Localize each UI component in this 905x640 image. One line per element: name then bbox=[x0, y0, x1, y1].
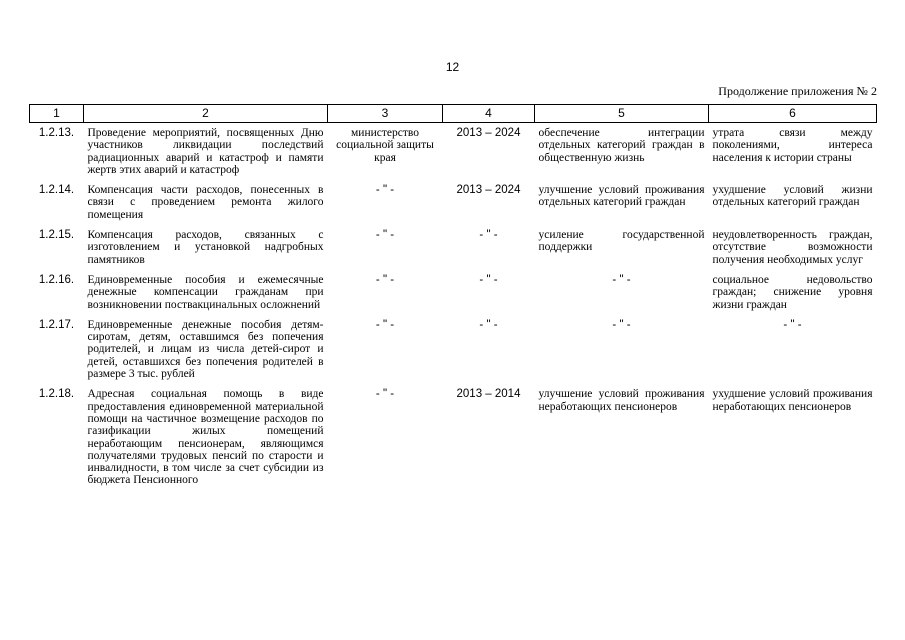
executor: - " - bbox=[375, 388, 395, 401]
table-row bbox=[30, 123, 877, 181]
table-row bbox=[30, 180, 877, 225]
page-number: 12 bbox=[445, 60, 460, 74]
column-header-6: 6 bbox=[709, 105, 877, 123]
period: 2013 – 2014 bbox=[456, 388, 521, 401]
expected-result: усиление государственной поддержки bbox=[538, 229, 705, 254]
event-name: Единовременные пособия и ежемесячные денежные компенсации гражданам при возникновении поствакцинальных осложнений bbox=[87, 273, 324, 311]
consequence: неудовлетворенность граждан, отсутствие возможности получения необходимых услуг bbox=[712, 229, 873, 266]
table-header-row bbox=[30, 105, 877, 123]
expected-result: улучшение условий проживания отдельных категорий граждан bbox=[538, 184, 705, 209]
period: - " - bbox=[479, 273, 498, 286]
row-number: 1.2.17. bbox=[38, 318, 75, 331]
period: 2013 – 2024 bbox=[456, 184, 521, 197]
table-row bbox=[30, 384, 877, 490]
appendix-continuation-label: Продолжение приложения № 2 bbox=[718, 84, 877, 98]
row-number: 1.2.15. bbox=[38, 229, 75, 242]
event-name: Компенсация расходов, связанных с изготовлением и установкой надгробных памятников bbox=[87, 229, 324, 266]
row-number: 1.2.18. bbox=[38, 388, 75, 401]
consequence: - " - bbox=[783, 318, 802, 331]
column-header-3: 3 bbox=[328, 105, 443, 123]
period: - " - bbox=[479, 318, 498, 331]
row-number: 1.2.14. bbox=[38, 184, 75, 197]
event-name: Компенсация части расходов, понесенных в связи с проведением ремонта жилого помещения bbox=[87, 184, 324, 221]
column-header-1: 1 bbox=[30, 105, 84, 123]
event-name: Единовременные денежные пособия детям-сиротам, детям, оставшимся без попечения родителей, и лицам из числа детей-сирот и детей, оставшихся без попечения родителей в размере 3 тыс. рублей bbox=[87, 318, 324, 381]
period: 2013 – 2024 bbox=[456, 127, 521, 139]
consequence: утрата связи между поколениями, интереса населения к истории страны bbox=[712, 127, 873, 164]
column-header-5: 5 bbox=[535, 105, 709, 123]
period: - " - bbox=[479, 229, 498, 242]
table-row bbox=[30, 225, 877, 270]
expected-result: - " - bbox=[612, 318, 631, 331]
expected-result: - " - bbox=[612, 273, 631, 286]
table-row bbox=[30, 270, 877, 315]
expected-result: улучшение условий проживания неработающих пенсионеров bbox=[538, 388, 705, 413]
measures-table bbox=[29, 104, 877, 491]
column-header-2: 2 bbox=[84, 105, 328, 123]
event-name: Адресная социальная помощь в виде предоставления единовременной материальной помощи на частичное возмещение расходов по газификации жилых помещений неработающим пенсионерам, являющимся получателями трудовых пенсий по старости и инвалидности, в том числе за счет субсидии из бюджета Пенсионного bbox=[87, 388, 324, 487]
consequence: ухудшение условий жизни отдельных категорий граждан bbox=[712, 184, 873, 209]
executor: - " - bbox=[375, 184, 395, 197]
executor: - " - bbox=[375, 318, 395, 331]
table-row bbox=[30, 315, 877, 384]
expected-result: обеспечение интеграции отдельных категорий граждан в общественную жизнь bbox=[538, 127, 705, 164]
event-name: Проведение мероприятий, посвященных Дню участников ликвидации последствий радиационных аварий и катастроф и памяти жертв этих аварий и катастроф bbox=[87, 127, 324, 176]
consequence: социальное недовольство граждан; снижение уровня жизни граждан bbox=[712, 273, 873, 311]
column-header-4: 4 bbox=[443, 105, 535, 123]
executor: - " - bbox=[375, 229, 395, 242]
executor: - " - bbox=[375, 273, 395, 286]
executor: министерство социальной защиты края bbox=[336, 127, 434, 164]
row-number: 1.2.16. bbox=[38, 273, 75, 286]
row-number: 1.2.13. bbox=[38, 127, 75, 139]
consequence: ухудшение условий проживания неработающих пенсионеров bbox=[712, 388, 873, 413]
